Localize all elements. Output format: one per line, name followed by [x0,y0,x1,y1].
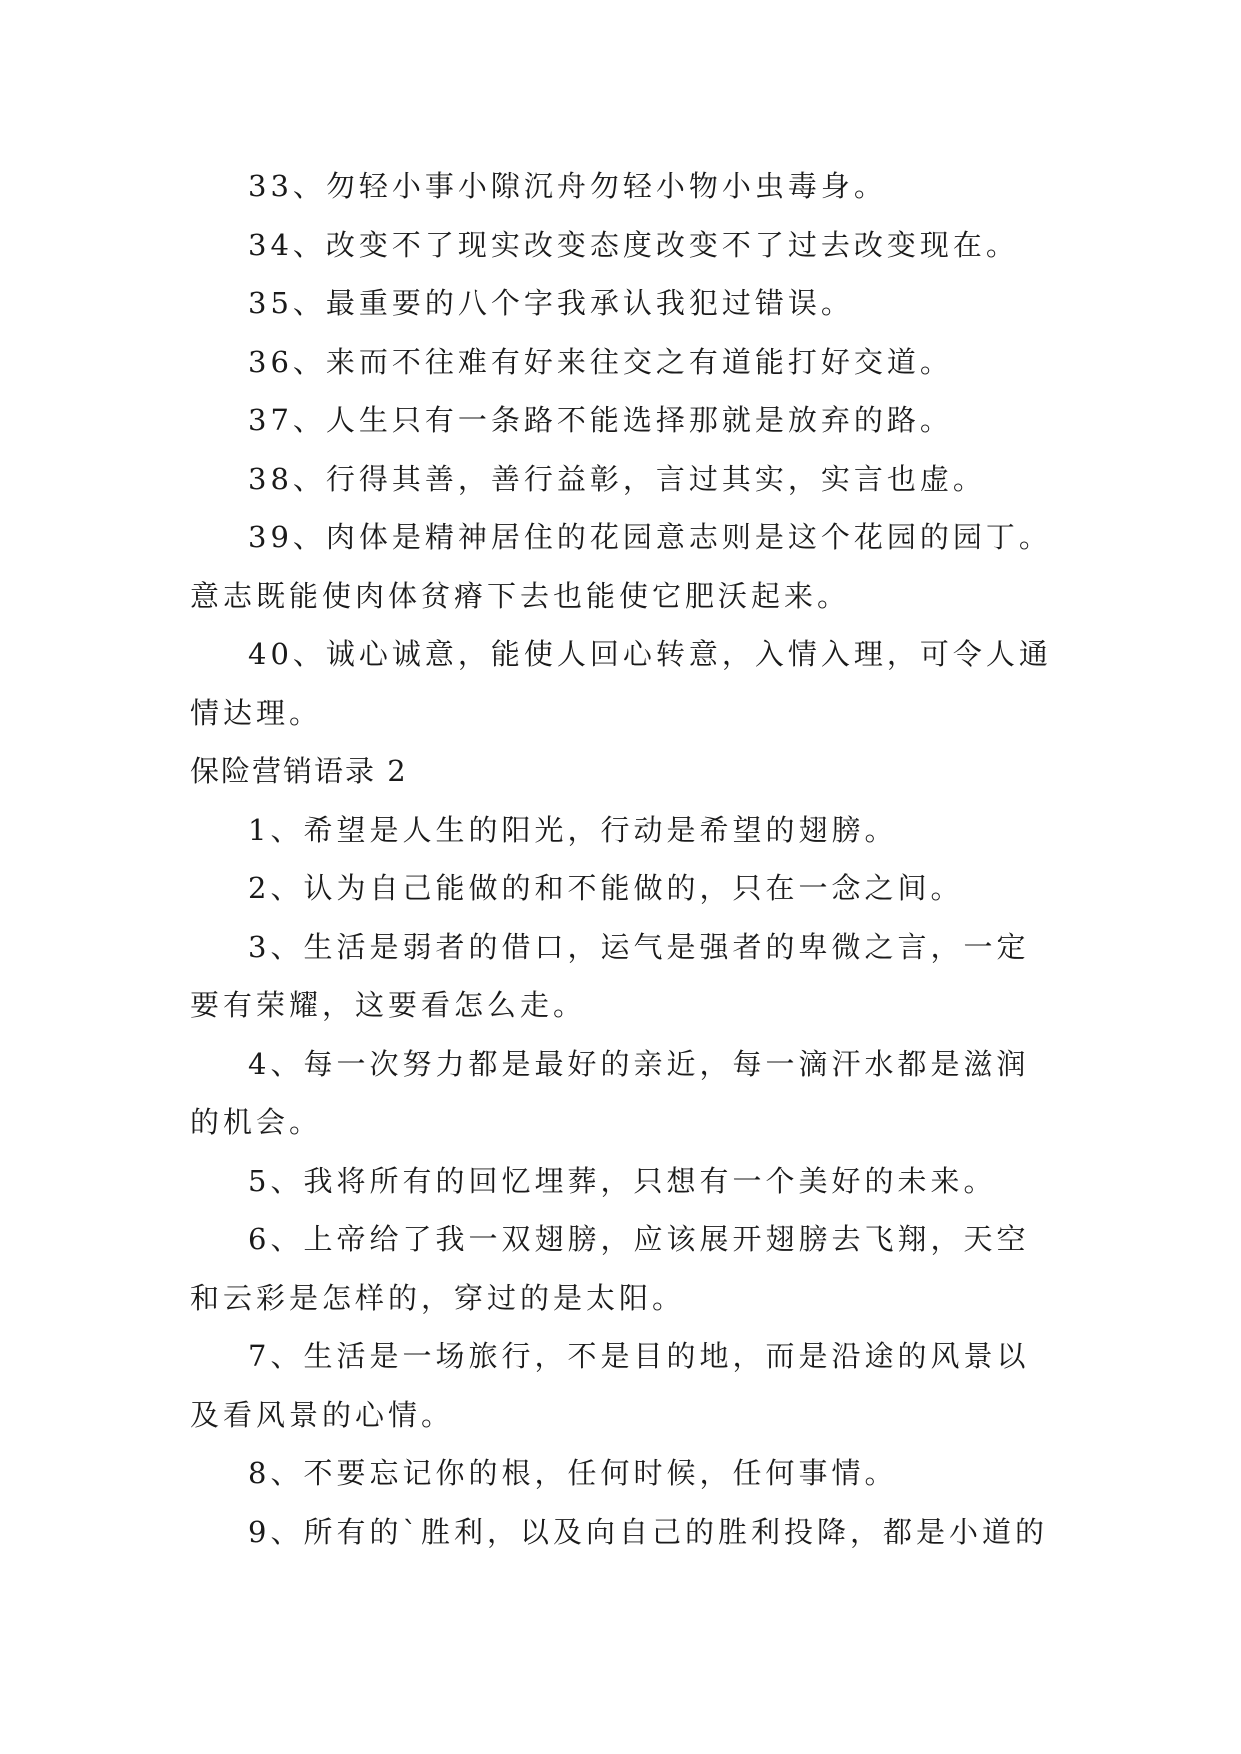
paragraph-40: 40、诚心诚意，能使人回心转意，入情入理，可令人通情达理。 [190,637,1052,730]
document-body [190,157,1060,1561]
paragraph-4: 4、每一次努力都是最好的亲近，每一滴汗水都是滋润的机会。 [190,1046,1030,1139]
paragraph-37: 37、人生只有一条路不能选择那就是放弃的路。 [248,403,953,437]
paragraph-36: 36、来而不往难有好来往交之有道能打好交道。 [248,344,953,379]
paragraph-1: 1、希望是人生的阳光，行动是希望的翅膀。 [248,812,898,847]
paragraph-39: 39、肉体是精神居住的花园意志则是这个花园的园丁。意志既能使肉体贫瘠下去也能使它肥沃起来。 [190,520,1052,613]
paragraph-33: 33、勿轻小事小隙沉舟勿轻小物小虫毒身。 [248,169,887,203]
paragraph-6: 6、上帝给了我一双翅膀，应该展开翅膀去飞翔，天空和云彩是怎样的，穿过的是太阳。 [190,1222,1030,1315]
paragraph-38: 38、行得其善，善行益彰，言过其实，实言也虚。 [248,461,986,496]
paragraph-8: 8、不要忘记你的根，任何时候，任何事情。 [248,1456,898,1490]
paragraph-7: 7、生活是一场旅行，不是目的地，而是沿途的风景以及看风景的心情。 [190,1339,1030,1432]
paragraph-2: 2、认为自己能做的和不能做的，只在一念之间。 [248,871,964,905]
paragraph-35: 35、最重要的八个字我承认我犯过错误。 [248,286,854,320]
paragraph-34: 34、改变不了现实改变态度改变不了过去改变现在。 [248,227,1019,262]
paragraph-9: 9、所有的`胜利，以及向自己的胜利投降，都是小道的 [248,1514,1048,1549]
paragraph-3: 3、生活是弱者的借口，运气是强者的卑微之言，一定要有荣耀，这要看怎么走。 [190,929,1030,1022]
section-heading: 保险营销语录 2 [190,754,408,788]
paragraph-5: 5、我将所有的回忆埋葬，只想有一个美好的未来。 [248,1163,997,1198]
